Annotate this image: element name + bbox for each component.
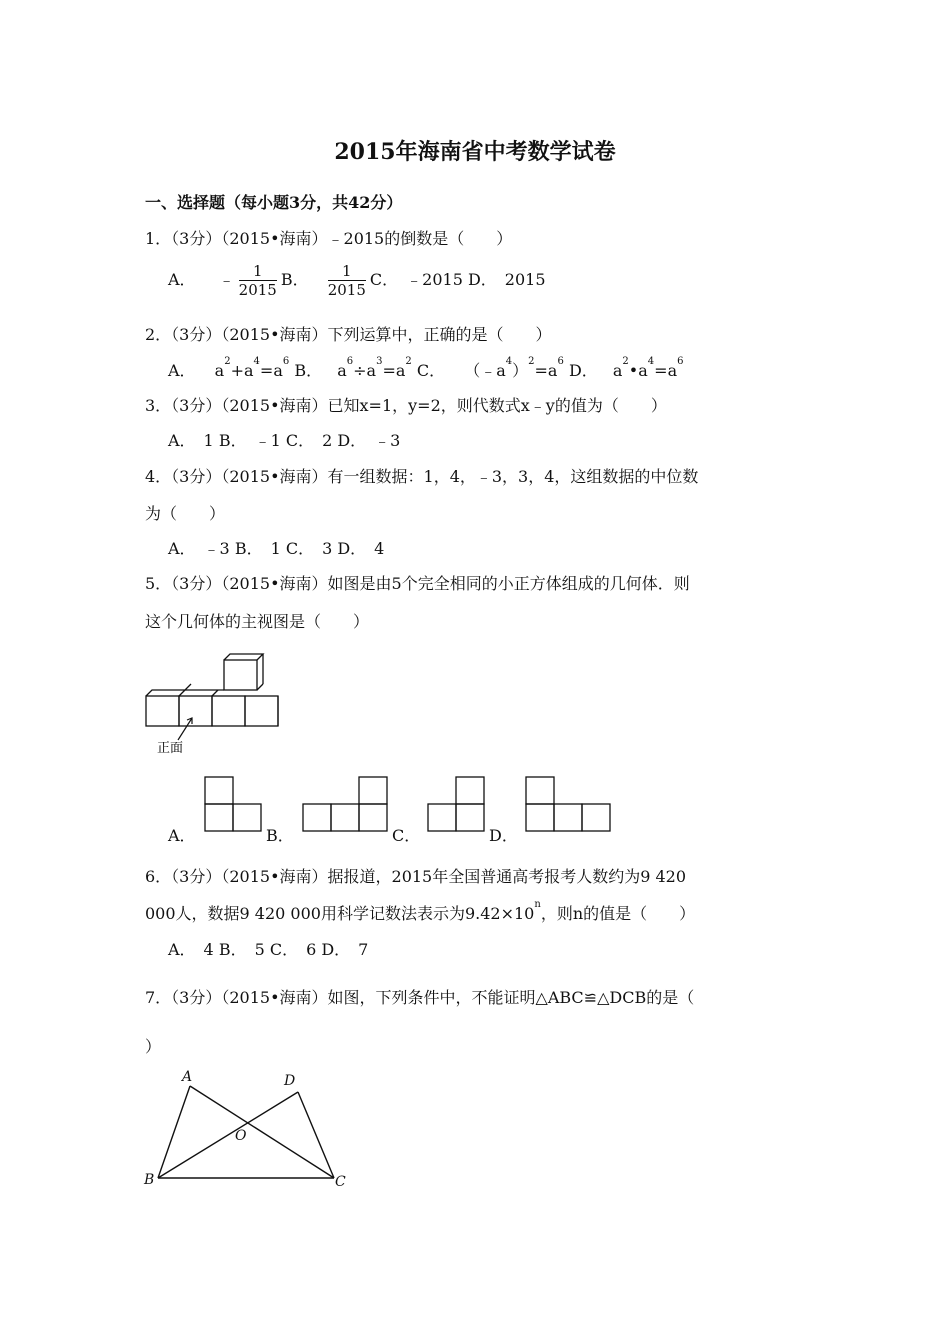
point-o-label: O bbox=[235, 1128, 247, 1144]
question-7-stem-line1: 7．（3分）（2015•海南）如图，下列条件中，不能证明△ABC≌△DCB的是（ bbox=[145, 988, 695, 1007]
front-arrow bbox=[178, 718, 192, 740]
fraction-denominator: 2015 bbox=[327, 281, 366, 299]
option-a-label: A． bbox=[168, 826, 196, 845]
question-6-stem-line2 bbox=[145, 901, 695, 924]
segment-ab bbox=[158, 1086, 190, 1178]
option-d-expression: $a^2•a^4=a^6$ bbox=[612, 356, 684, 380]
point-a-label: A bbox=[182, 1069, 193, 1085]
exponent: n bbox=[534, 899, 541, 910]
option-c: C． ﹣2015 bbox=[369, 270, 463, 289]
option-d: D． 2015 bbox=[467, 270, 546, 289]
option-d-label: D． bbox=[489, 826, 518, 845]
front-label: 正面 bbox=[157, 741, 184, 756]
option-a-expression: $a^2+a^4=a^6$ bbox=[214, 356, 290, 380]
option-a-view bbox=[204, 776, 264, 834]
fraction-numerator: 1 bbox=[239, 262, 277, 281]
question-5-stem-line2: 这个几何体的主视图是（ ） bbox=[145, 612, 370, 631]
question-6-stem-line1: 6．（3分）（2015•海南）据报道，2015年全国普通高考报考人数约为9 420 bbox=[145, 867, 687, 886]
question-6-options: A． 4 B． 5 C． 6 D． 7 bbox=[168, 940, 369, 959]
option-b-view bbox=[302, 776, 390, 834]
option-a-fraction bbox=[239, 262, 277, 299]
option-a-sign: ﹣ bbox=[218, 270, 235, 289]
option-c-label: C． bbox=[392, 826, 421, 845]
triangle-figure bbox=[138, 1066, 358, 1192]
option-d-view bbox=[525, 776, 613, 834]
option-c-expression: $(﹣a^4)^2=a^6$ bbox=[464, 356, 564, 380]
option-b-fraction bbox=[328, 262, 366, 299]
question-2-stem: 2．（3分）（2015•海南）下列运算中，正确的是（ ） bbox=[145, 325, 552, 344]
option-d-label: D． bbox=[568, 361, 598, 380]
question-5-stem-line1: 5．（3分）（2015•海南）如图是由5个完全相同的小正方体组成的几何体．则 bbox=[145, 574, 690, 593]
question-1-options bbox=[168, 262, 546, 299]
question-1-stem: 1．（3分）（2015•海南）﹣2015的倒数是（ ） bbox=[145, 229, 513, 248]
point-d-label: D bbox=[284, 1073, 296, 1089]
segment-ac bbox=[190, 1086, 334, 1178]
cube-solid-figure bbox=[140, 648, 290, 760]
question-4-options: A． ﹣3 B． 1 C． 3 D． 4 bbox=[168, 539, 385, 558]
question-3-stem: 3．（3分）（2015•海南）已知x=1，y=2，则代数式x﹣y的值为（ ） bbox=[145, 396, 667, 415]
section-heading: 一、选择题（每小题3分，共42分） bbox=[145, 193, 403, 212]
option-a-label: A． bbox=[168, 361, 196, 380]
page-title: 2015年海南省中考数学试卷 bbox=[334, 139, 616, 165]
segment-bd bbox=[158, 1092, 298, 1178]
question-4-stem-line1: 4．（3分）（2015•海南）有一组数据：1，4，﹣3，3，4，这组数据的中位数 bbox=[145, 467, 699, 486]
option-c-view bbox=[427, 776, 487, 834]
point-b-label: B bbox=[144, 1172, 155, 1188]
fraction-numerator: 1 bbox=[328, 262, 366, 281]
fraction-denominator: 2015 bbox=[238, 281, 277, 299]
question-7-stem-line2: ） bbox=[145, 1037, 162, 1056]
stem-text: 000人，数据9 420 000用科学记数法表示为9.42×10 bbox=[145, 904, 535, 923]
question-2-options bbox=[168, 358, 683, 381]
point-c-label: C bbox=[335, 1174, 346, 1190]
question-4-stem-line2: 为（ ） bbox=[145, 504, 226, 523]
option-b-expression: $a^6\div a^3=a^2$ bbox=[337, 356, 412, 380]
stem-text: ，则n的值是（ ） bbox=[540, 904, 696, 923]
segment-dc bbox=[298, 1092, 334, 1178]
option-c-label: C． bbox=[416, 361, 446, 380]
option-b-label: B． bbox=[280, 270, 309, 289]
question-3-options: A． 1 B． ﹣1 C． 2 D． ﹣3 bbox=[168, 431, 401, 450]
option-b-label: B． bbox=[266, 826, 294, 845]
option-a-label: A． bbox=[168, 270, 196, 289]
option-b-label: B． bbox=[294, 361, 323, 380]
